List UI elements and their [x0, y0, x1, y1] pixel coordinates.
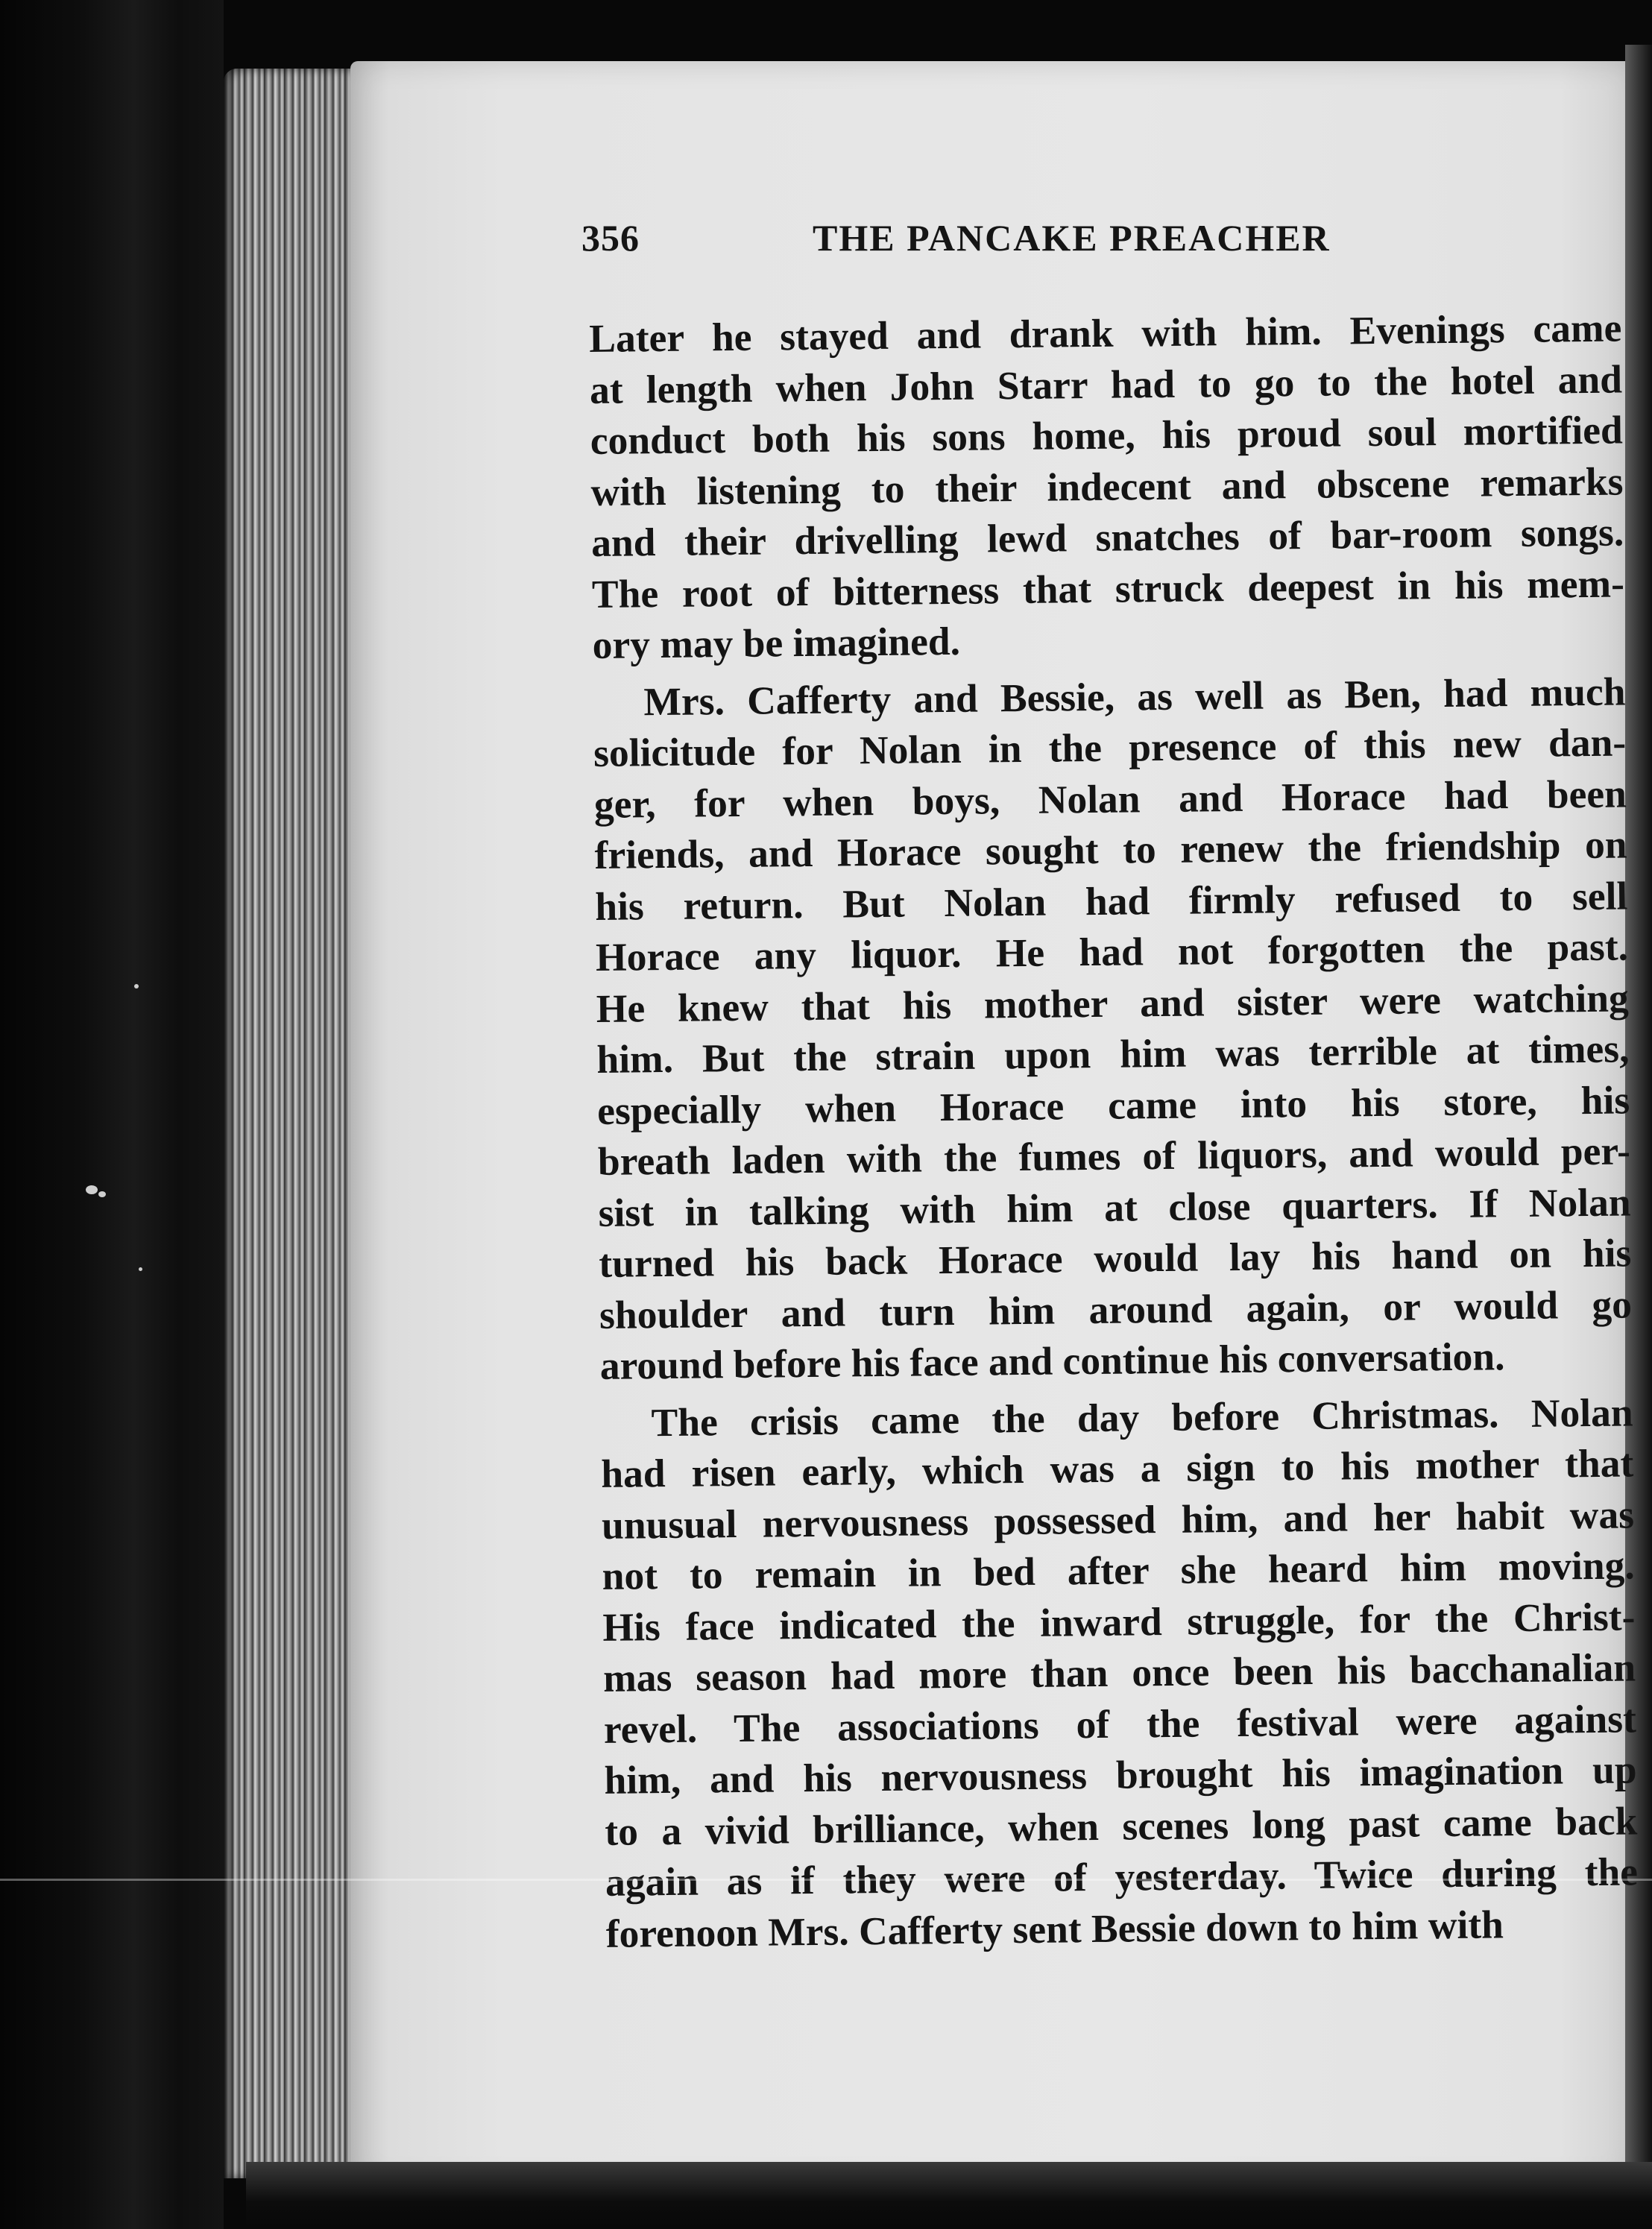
text-line: breath laden with the fumes of liquors, and would per-	[597, 1128, 1631, 1184]
body-text	[589, 302, 1639, 1958]
text-line: ory may be imagined.	[592, 618, 961, 667]
page-number: 356	[581, 217, 640, 259]
text-line: mas season had more than once been his bacchanalian	[602, 1645, 1636, 1700]
text-line: Horace any liquor. He had not forgotten the past.	[595, 924, 1629, 980]
scan-artifact-line	[0, 1879, 1652, 1881]
book-title: THE PANCAKE PREACHER	[813, 217, 1331, 259]
text-line: to a vivid brilliance, when scenes long past came back	[605, 1797, 1638, 1854]
text-line: Mrs. Cafferty and Bessie, as well as Ben, had much	[643, 668, 1626, 724]
text-line: him, and his nervousness brought his imagination up	[604, 1747, 1637, 1803]
text-line: him. But the strain upon him was terrible at times,	[596, 1026, 1630, 1082]
text-line: around before his face and continue his conversation.	[599, 1334, 1505, 1388]
page-bottom-shadow	[246, 2162, 1652, 2229]
text-line: The crisis came the day before Christmas. Nolan	[651, 1389, 1633, 1445]
text-line: solicitude for Nolan in the presence of this new dan-	[593, 719, 1627, 775]
text-line: shoulder and turn him around again, or would go	[599, 1281, 1633, 1337]
text-line: revel. The associations of the festival were against	[603, 1695, 1637, 1752]
text-line: turned his back Horace would lay his hand on his	[599, 1230, 1632, 1286]
running-head	[581, 216, 1424, 261]
text-line: with listening to their indecent and obscene remarks	[590, 458, 1624, 514]
text-line: His face indicated the inward struggle, for the Christ-	[602, 1593, 1636, 1650]
text-line: ger, for when boys, Nolan and Horace had been	[593, 770, 1627, 827]
book-spine	[0, 0, 224, 2229]
text-line: and their drivelling lewd snatches of bar-room songs.	[590, 509, 1624, 565]
text-line: his return. But Nolan had firmly refused to sell	[595, 872, 1628, 929]
page-edges	[224, 69, 365, 2178]
text-line: conduct both his sons home, his proud soul mortified	[590, 407, 1624, 463]
paragraph	[593, 666, 1633, 1391]
text-line: again as if they were of yesterday. Twice during the	[605, 1849, 1639, 1905]
text-line: sist in talking with him at close quarters. If Nolan	[598, 1179, 1631, 1235]
paragraph	[600, 1387, 1639, 1959]
text-line: unusual nervousness possessed him, and her habit was	[601, 1491, 1635, 1548]
dust-speck	[86, 1185, 98, 1194]
dust-speck	[139, 1267, 142, 1271]
dust-speck	[98, 1191, 106, 1197]
text-line: had risen early, which was a sign to his mother that	[600, 1440, 1634, 1496]
text-line: not to remain in bed after she heard him moving.	[602, 1542, 1635, 1598]
text-line: especially when Horace came into his store, his	[596, 1076, 1630, 1133]
dust-speck	[134, 984, 139, 989]
text-line: He knew that his mother and sister were watching	[596, 974, 1630, 1031]
text-line: The root of bitterness that struck deepest in his mem-	[591, 560, 1625, 617]
text-line: Later he stayed and drank with him. Evenings came	[589, 305, 1622, 361]
paragraph	[589, 302, 1625, 670]
text-line: forenoon Mrs. Cafferty sent Bessie down to him with	[605, 1901, 1504, 1956]
text-line: at length when John Starr had to go to the hotel and	[589, 356, 1623, 412]
text-line: friends, and Horace sought to renew the friendship on	[594, 822, 1627, 877]
